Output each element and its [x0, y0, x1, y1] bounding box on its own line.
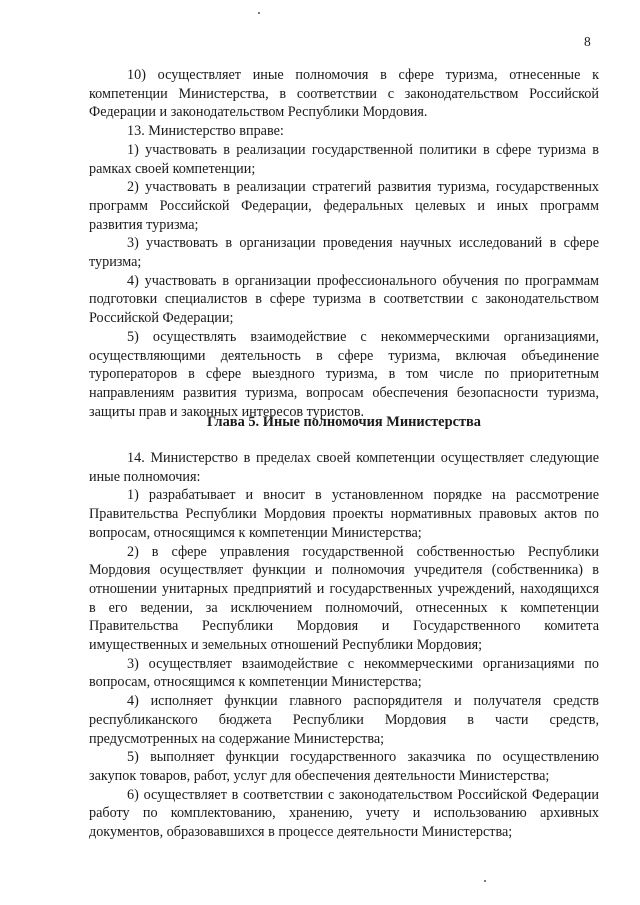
page-number: 8: [584, 34, 591, 49]
paragraph: 5) осуществлять взаимодействие с некоммерческими организациями, осуществляющими деятельность в сфере туризма, включая объединение туроператоров в сфере выездного туризма, в том числе по приоритетным направлениям развития туризма, вопросам обеспечения безопасности туризма, защиты прав и законных интересов туристов.: [89, 328, 599, 420]
paragraph: 10) осуществляет иные полномочия в сфере туризма, отнесенные к компетенции Министерства, в соответствии с законодательством Российской Федерации и законодательством Республики Мордовия.: [89, 67, 599, 121]
top-section: [89, 66, 599, 421]
scan-speck: [258, 12, 260, 14]
paragraph: 2) участвовать в реализации стратегий развития туризма, государственных программ Российской Федерации, федеральных целевых и иных программ развития туризма;: [89, 179, 599, 233]
paragraph: 13. Министерство вправе:: [127, 123, 284, 140]
paragraph: 14. Министерство в пределах своей компетенции осуществляет следующие иные полномочия:: [89, 450, 599, 485]
paragraph: 1) участвовать в реализации государственной политики в сфере туризма в рамках своей компетенции;: [89, 141, 599, 177]
paragraph: 2) в сфере управления государственной собственностью Республики Мордовия осуществляет функции и полномочия учредителя (собственника) в отношении унитарных предприятий и государственных учреждений, находящихся в его ведении, за исключением полномочий, отнесенных к компетенции Правительства Республики Мордовия и Государственного комитета имущественных и земельных отношений Республики Мордовия;: [89, 543, 599, 654]
paragraph: 4) участвовать в организации профессионального обучения по программам подготовки специалистов в сфере туризма в соответствии с законодательством Российской Федерации;: [89, 272, 599, 327]
paragraph: 4) исполняет функции главного распорядителя и получателя средств республиканского бюджета Республики Мордовия в части средств, предусмотренных на содержание Министерства;: [89, 693, 599, 747]
bottom-section: [89, 449, 599, 842]
paragraph: 6) осуществляет в соответствии с законодательством Российской Федерации работу по комплектованию, хранению, учету и использованию архивных документов, образовавшихся в процессе деятельности Министерства;: [89, 786, 599, 841]
paragraph: 3) осуществляет взаимодействие с некоммерческими организациями по вопросам, относящимся к компетенции Министерства;: [89, 655, 599, 691]
paragraph: 3) участвовать в организации проведения научных исследований в сфере туризма;: [89, 235, 599, 271]
paragraph: 5) выполняет функции государственного заказчика по осуществлению закупок товаров, работ, услуг для обеспечения деятельности Министерства;: [89, 749, 599, 784]
paragraph: 1) разрабатывает и вносит в установленном порядке на рассмотрение Правительства Республики Мордовия проекты нормативных правовых актов по вопросам, относящимся к компетенции Министерства;: [89, 487, 599, 541]
chapter-heading: Глава 5. Иные полномочия Министерства: [207, 414, 481, 430]
scan-speck: [484, 880, 486, 882]
